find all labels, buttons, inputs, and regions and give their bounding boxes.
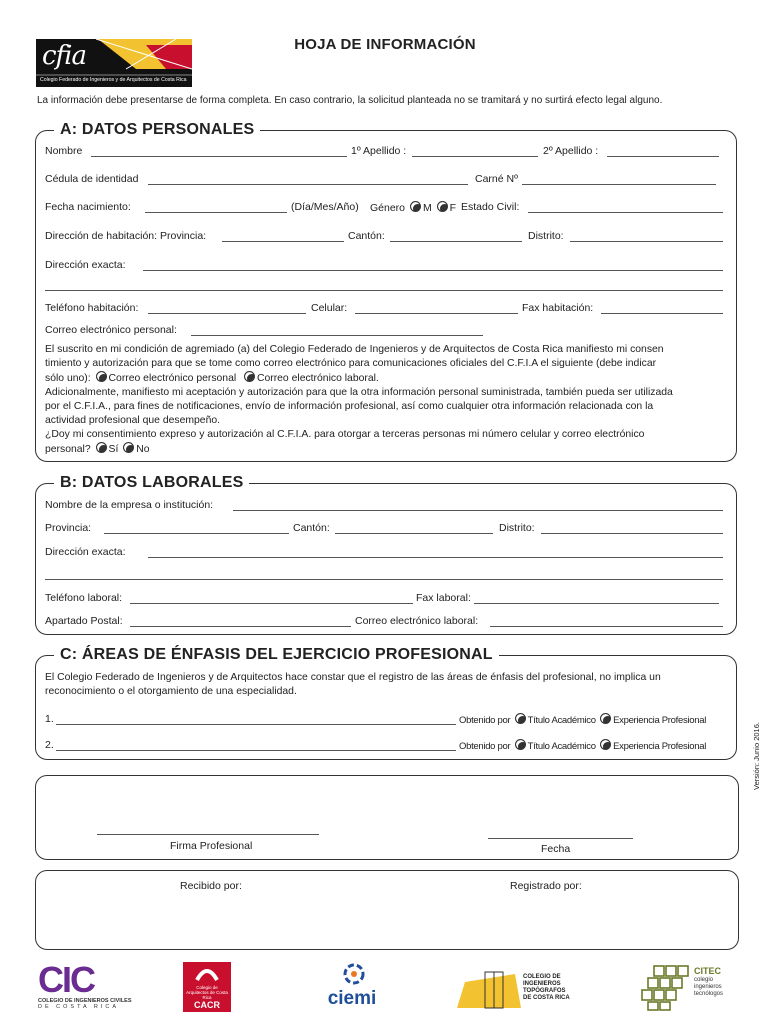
consent3-line-2 <box>45 442 735 457</box>
consent-solo-uno: sólo uno): <box>45 373 91 384</box>
distrito-lab-field[interactable] <box>541 533 723 534</box>
cacr-emblem-icon <box>183 962 231 982</box>
topografos-emblem-icon <box>455 968 523 1010</box>
intro-text: La información debe presentarse de forma completa. En caso contrario, la solicitud planteada no se tramitará y no surtirá efecto legal alguno. <box>37 95 663 106</box>
nombre-field[interactable] <box>91 156 347 157</box>
ciemi-emblem-icon <box>322 962 382 986</box>
titulo-academico-2-radio[interactable] <box>515 739 526 750</box>
cfia-logo-text: cfia <box>42 41 87 71</box>
genero-f-radio[interactable] <box>437 201 448 212</box>
fecha-nacimiento-label: Fecha nacimiento: <box>45 201 131 213</box>
correo-personal-label: Correo electrónico personal: <box>45 324 177 336</box>
carne-label: Carné Nº <box>475 173 518 185</box>
titulo-academico-1-radio[interactable] <box>515 713 526 724</box>
section-c-line-1: El Colegio Federado de Ingenieros y de Arquitectos hace constar que el registro de las áreas de énfasis del profesional, no implica un <box>45 672 661 683</box>
consent-line-1: El suscrito en mi condición de agremiado (a) del Colegio Federado de Ingenieros y de Arquitectos de Costa Rica manifiesto mi consen <box>45 344 664 355</box>
experiencia-2: Experiencia Profesional <box>613 741 706 752</box>
fax-hab-field[interactable] <box>601 313 723 314</box>
consent2-line-1: Adicionalmente, manifiesto mi aceptación y autorización para que la otra información personal suministrada, también pueda ser utilizada <box>45 387 673 398</box>
fax-hab-label: Fax habitación: <box>522 302 594 314</box>
section-b-title: B: DATOS LABORALES <box>54 474 249 492</box>
consent-line-2: timiento y autorización para que se tome como correo electrónico para comunicaciones oficiales del C.F.I.A el siguiente (debe indicar <box>45 358 657 369</box>
empresa-field[interactable] <box>233 510 723 511</box>
si-option: Sí <box>108 444 119 455</box>
apellido2-field[interactable] <box>607 156 719 157</box>
distrito-field[interactable] <box>570 241 723 242</box>
titulo-academico-2: Título Académico <box>527 741 596 752</box>
canton-lab-label: Cantón: <box>293 522 330 534</box>
experiencia-1: Experiencia Profesional <box>613 715 706 726</box>
version-label: Versión: Junio 2016. <box>752 722 761 790</box>
genero-m-label: M <box>422 202 432 214</box>
experiencia-1-radio[interactable] <box>600 713 611 724</box>
citec-logo-text: CITEC <box>694 966 721 976</box>
section-c-line-2: reconocimiento o el otorgamiento de una especialidad. <box>45 686 297 697</box>
topo-line-1: COLEGIO DE <box>523 974 561 980</box>
apellido1-label: 1º Apellido : <box>351 145 407 157</box>
apartado-field[interactable] <box>130 626 351 627</box>
topo-line-3: TOPÓGRAFOS <box>523 988 566 994</box>
telefono-lab-label: Teléfono laboral: <box>45 592 123 604</box>
citec-line-2: ingenieros <box>694 984 722 990</box>
correo-lab-field[interactable] <box>490 626 723 627</box>
fax-lab-field[interactable] <box>474 603 719 604</box>
area-item-2-field[interactable] <box>56 750 456 751</box>
area-item-1-options <box>459 713 706 726</box>
citec-logo <box>640 962 740 1012</box>
direccion-hab-label: Dirección de habitación: Provincia: <box>45 230 207 242</box>
section-c-paragraph <box>45 671 735 699</box>
registrado-label: Registrado por: <box>510 880 582 892</box>
citec-grid-icon <box>640 962 692 1012</box>
telefono-hab-label: Teléfono habitación: <box>45 302 139 314</box>
area-item-1-field[interactable] <box>56 724 456 725</box>
cedula-label: Cédula de identidad <box>45 173 139 185</box>
cic-logo-sub1: COLEGIO DE INGENIEROS CIVILES <box>38 998 132 1004</box>
correo-personal-option: Correo electrónico personal <box>108 373 237 384</box>
signature-box <box>35 775 739 860</box>
cfia-logo-subtext: Colegio Federado de Ingenieros y de Arquitectos de Costa Rica <box>40 77 187 83</box>
canton-label: Cantón: <box>348 230 385 242</box>
canton-field[interactable] <box>390 241 522 242</box>
direccion-exacta-field-2[interactable] <box>45 290 723 291</box>
consent2-line-2: por el C.F.I.A., para fines de notificaciones, envío de información profesional, así como cualquier otra información relacionada con la <box>45 401 654 412</box>
firma-line[interactable] <box>97 834 319 835</box>
si-radio[interactable] <box>96 442 107 453</box>
correo-personal-field[interactable] <box>191 335 483 336</box>
telefono-hab-field[interactable] <box>148 313 306 314</box>
fecha-label: Fecha <box>541 843 571 855</box>
received-box <box>35 870 739 950</box>
empresa-label: Nombre de la empresa o institución: <box>45 499 214 511</box>
topo-line-4: DE COSTA RICA <box>523 995 570 1001</box>
no-option: No <box>136 444 150 455</box>
cedula-field[interactable] <box>148 184 468 185</box>
consent-line-3 <box>45 371 735 386</box>
ciemi-logo <box>322 962 382 1017</box>
cacr-logo-sub: Colegio de Arquitectos de Costa Rica <box>186 985 228 1000</box>
firma-label: Firma Profesional <box>170 840 253 852</box>
apartado-label: Apartado Postal: <box>45 615 123 627</box>
area-item-2-number: 2. <box>45 739 54 751</box>
cacr-logo <box>183 962 231 1012</box>
provincia-lab-field[interactable] <box>104 533 289 534</box>
direccion-exacta-label: Dirección exacta: <box>45 259 126 271</box>
page-title: HOJA DE INFORMACIÓN <box>294 36 476 53</box>
cic-logo-text: CIC <box>38 959 94 1000</box>
area-item-1-number: 1. <box>45 713 54 725</box>
section-c-title: C: ÁREAS DE ÉNFASIS DEL EJERCICIO PROFESIONAL <box>54 646 499 664</box>
provincia-lab-label: Provincia: <box>45 522 92 534</box>
correo-laboral-option: Correo electrónico laboral. <box>256 373 379 384</box>
direccion-lab-field[interactable] <box>148 557 723 558</box>
direccion-exacta-field[interactable] <box>143 270 723 271</box>
genero-m-radio[interactable] <box>410 201 421 212</box>
apellido2-label: 2º Apellido : <box>543 145 599 157</box>
cic-logo-sub2: DE COSTA RICA <box>38 1004 120 1010</box>
topografos-logo <box>455 968 585 1010</box>
celular-field[interactable] <box>355 313 518 314</box>
obtenido-por-2: Obtenido por <box>459 741 511 752</box>
ciemi-logo-text: ciemi <box>327 988 377 1009</box>
obtenido-por-1: Obtenido por <box>459 715 511 726</box>
carne-field[interactable] <box>522 184 716 185</box>
correo-laboral-radio[interactable] <box>244 371 255 382</box>
direccion-lab-label: Dirección exacta: <box>45 546 126 558</box>
fax-lab-label: Fax laboral: <box>416 592 471 604</box>
consent3-personal: personal? <box>45 444 91 455</box>
estado-civil-field[interactable] <box>528 212 723 213</box>
nombre-label: Nombre <box>45 145 83 157</box>
no-radio[interactable] <box>123 442 134 453</box>
estado-civil-label: Estado Civil: <box>461 201 520 213</box>
genero-text: Género <box>370 202 406 214</box>
consent2-line-3: actividad profesional que desempeño. <box>45 415 221 426</box>
citec-line-1: colegio <box>694 977 714 983</box>
telefono-lab-field[interactable] <box>130 603 413 604</box>
section-a-title: A: DATOS PERSONALES <box>54 121 260 139</box>
canton-lab-field[interactable] <box>335 533 493 534</box>
citec-logo-sub <box>694 977 723 998</box>
apellido1-field[interactable] <box>412 156 538 157</box>
cic-logo <box>38 959 132 1017</box>
correo-personal-radio[interactable] <box>96 371 107 382</box>
topo-line-2: INGENIEROS <box>523 981 561 987</box>
distrito-lab-label: Distrito: <box>499 522 535 534</box>
consent-paragraph <box>45 343 735 457</box>
genero-label <box>370 201 456 214</box>
fecha-nacimiento-field[interactable] <box>145 212 287 213</box>
area-item-2-options <box>459 739 706 752</box>
fecha-line[interactable] <box>488 838 633 839</box>
topografos-logo-text <box>523 974 570 1002</box>
titulo-academico-1: Título Académico <box>527 715 596 726</box>
cacr-logo-text: CACR <box>194 1000 220 1010</box>
genero-f-label: F <box>449 202 457 214</box>
provincia-field[interactable] <box>222 241 344 242</box>
consent3-line-1: ¿Doy mi consentimiento expreso y autorización al C.F.I.A. para otorgar a terceras personas mi número celular y correo electrónico <box>45 429 645 440</box>
correo-lab-label: Correo electrónico laboral: <box>355 615 479 627</box>
fecha-format-label: (Día/Mes/Año) <box>291 201 359 213</box>
citec-line-3: tecnólogos <box>694 991 724 997</box>
recibido-label: Recibido por: <box>180 880 242 892</box>
celular-label: Celular: <box>311 302 348 314</box>
direccion-lab-field-2[interactable] <box>45 579 723 580</box>
experiencia-2-radio[interactable] <box>600 739 611 750</box>
distrito-label: Distrito: <box>528 230 564 242</box>
